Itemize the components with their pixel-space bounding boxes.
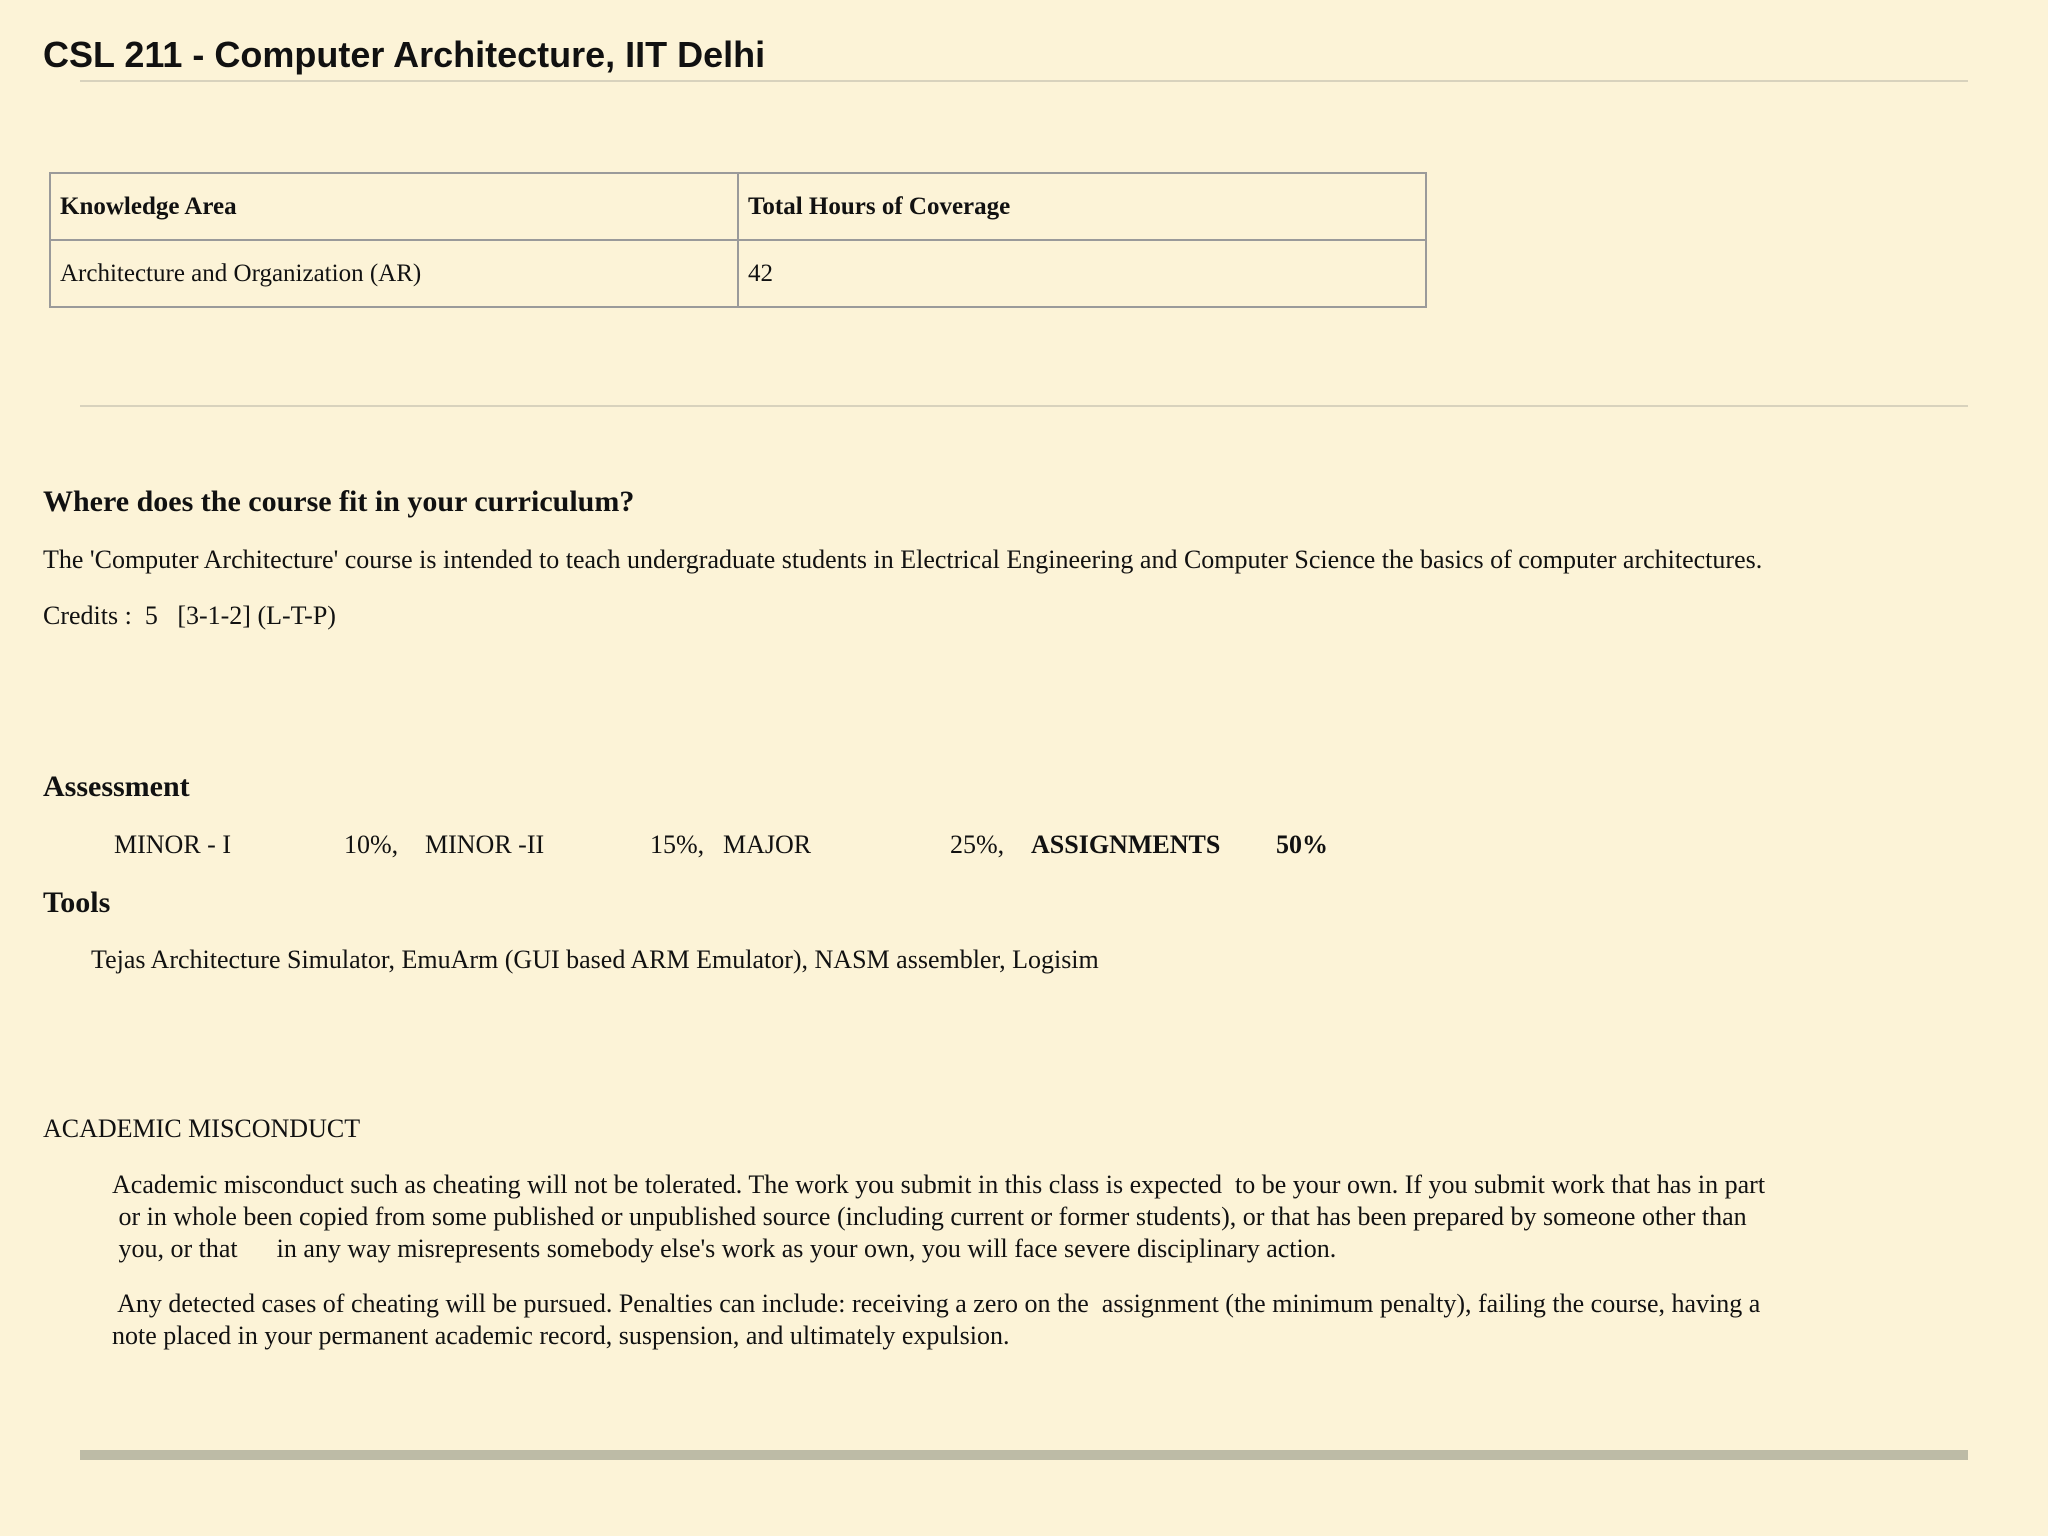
misconduct-paragraph — [112, 1169, 1912, 1265]
assessment-heading: Assessment — [43, 770, 190, 803]
tools-list: Tejas Architecture Simulator, EmuArm (GUI based ARM Emulator), NASM assembler, Logisim — [91, 945, 1099, 974]
paragraph-line: Any detected cases of cheating will be pursued. Penalties can include: receiving a zero on the assignment (the minimum penalty), failing the course, having a — [112, 1289, 1761, 1318]
assessment-item-name: MINOR - I — [114, 830, 231, 859]
assessment-item-weight: 15%, — [650, 830, 705, 859]
paragraph-line: or in whole been copied from some published or unpublished source (including current or former students), or that has been prepared by someone other than — [112, 1202, 1747, 1231]
assessment-item-weight: 25%, — [950, 830, 1005, 859]
page-title: CSL 211 - Computer Architecture, IIT Delhi — [43, 34, 766, 75]
header-knowledge-area: Knowledge Area — [50, 173, 738, 240]
cell-knowledge-area: Architecture and Organization (AR) — [50, 240, 738, 307]
penalties-paragraph — [112, 1288, 1912, 1352]
assessment-item-name: MINOR -II — [425, 830, 545, 859]
tools-heading: Tools — [43, 886, 111, 919]
table-header-row — [50, 173, 1426, 240]
paragraph-line: you, or that in any way misrepresents somebody else's work as your own, you will face severe disciplinary action. — [112, 1234, 1337, 1263]
curriculum-heading: Where does the course fit in your curriculum? — [43, 485, 635, 518]
misconduct-heading: ACADEMIC MISCONDUCT — [43, 1114, 361, 1143]
table-row — [50, 240, 1426, 307]
header-total-hours: Total Hours of Coverage — [738, 173, 1426, 240]
footer-divider — [80, 1450, 1968, 1460]
assessment-item-weight: 50% — [1276, 830, 1328, 859]
assessment-item-name: ASSIGNMENTS — [1031, 830, 1221, 859]
curriculum-description: The 'Computer Architecture' course is intended to teach undergraduate students in Electrical Engineering and Computer Science the basics of computer architectures. — [43, 545, 1763, 574]
section-divider — [80, 405, 1968, 407]
title-divider — [80, 80, 1968, 82]
assessment-item-name: MAJOR — [723, 830, 812, 859]
assessment-item-weight: 10%, — [344, 830, 399, 859]
paragraph-line: Academic misconduct such as cheating will not be tolerated. The work you submit in this class is expected to be your own. If you submit work that has in part — [112, 1170, 1766, 1199]
coverage-table — [49, 172, 1427, 308]
cell-total-hours: 42 — [738, 240, 1426, 307]
credits-line: Credits : 5 [3-1-2] (L-T-P) — [43, 601, 336, 630]
paragraph-line: note placed in your permanent academic record, suspension, and ultimately expulsion. — [112, 1321, 1010, 1350]
